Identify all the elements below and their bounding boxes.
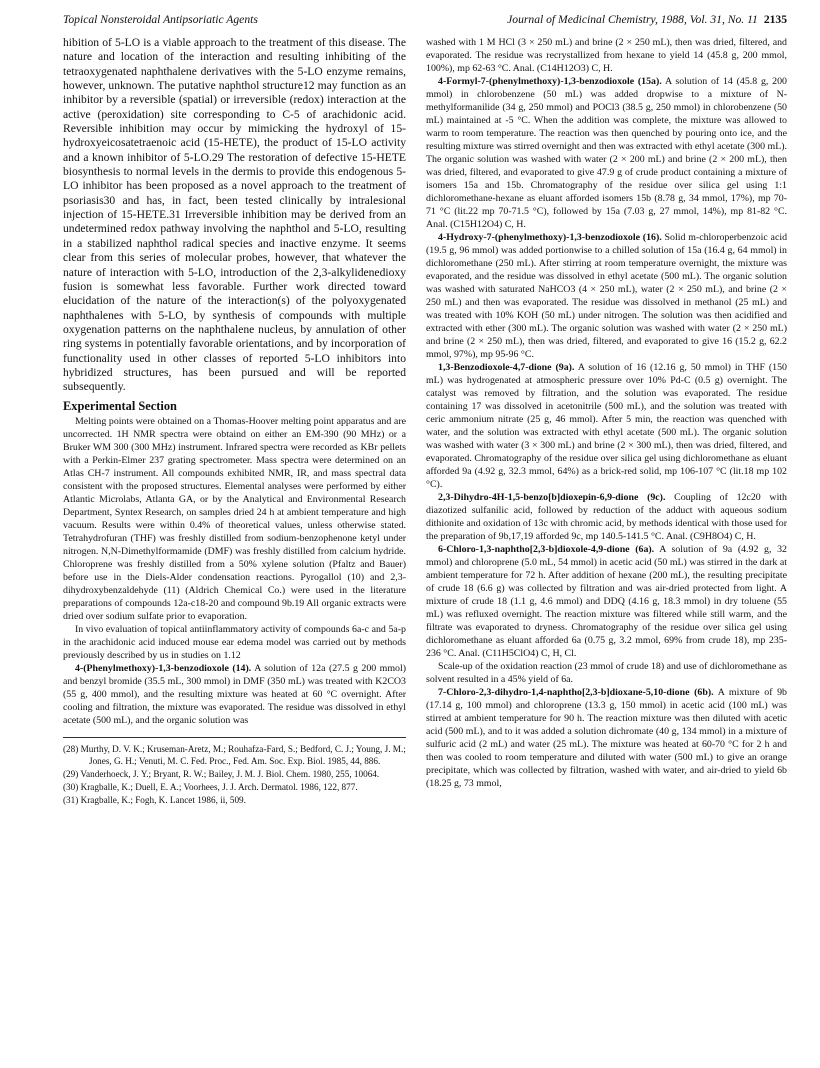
compound-6a-title: 6-Chloro-1,3-naphtho[2,3-b]dioxole-4,9-dione (6a). [438, 544, 655, 555]
methods-paragraph: Melting points were obtained on a Thomas-Hoover melting point apparatus and are uncorrected. 1H NMR spectra were obtaind on either an EM-390 (90 MHz) or a Bruker WM 300 (300 MHz) instrument. Infrared spectra were recorded as KBr pellets with a Perkin-Elmer 237 grating spectrometer. Mass spectra were determined on an Atlas CH-7 instrument. All compounds exhibited NMR, IR, and mass spectral data consistent with the proposed structures. Elemental analyses were performed by either Atlantic Microlabs, Atlanta GA, or by the Analytical and Environmental Research Department, Syntex Research, on samples dried 24 h at ambient temperature and high vacuum. Results were within 0.4% of theoretical values, unless otherwise stated. Tetrahydrofuran (THF) was freshly distilled from sodium-benzophenone ketyl under nitrogen. N,N-Dimethylformamide (DMF) was freshly distilled from calcium hydride. Chloroprene was freshly distilled from a 50% xylene solution (Pfaltz and Bauer) before use in the Diels-Alder condensation reactions. Pyrogallol (10) and 2,3-dihydroxybenzaldehyde (11) (Aldrich Chemical Co.) were used in the literature preparations of compounds 12a-c18-20 and compound 9b.19 All organic extracts were dried over sodium sulfate prior to evaporation. [63, 416, 406, 622]
compound-9c-title: 2,3-Dihydro-4H-1,5-benzo[b]dioxepin-6,9-dione (9c). [438, 492, 666, 503]
compound-9a-text: A solution of 16 (12.16 g, 50 mmol) in THF (150 mL) was hydrogenated at atmospheric pressure over 10% Pd-C (0.5 g) overnight. The catalyst was removed by filtration, and the solution was evaporated. The residue containing 17 was dissolved in acetonitrile (500 mL), and the solution was treated with ceric ammonium nitrate (25 g, 46 mmol). After 5 min, the reaction was quenched with water, and the solution was extracted with ethyl acetate (500 mL). The organic solution was washed with water (3 × 300 mL) and brine (2 × 300 mL), then was dried, filtered, and evaporated. Chromatography of the residue over silica gel using dichloromethane as eluant afforded 9a (4.92 g, 32.3 mmol, 64%) as a brick-red solid, mp 106-107 °C (lit.18 mp 102 °C). [426, 362, 787, 490]
journal-name: Journal of Medicinal Chemistry, 1988, Vol. 31, No. 11 [507, 13, 758, 26]
footnote-references [63, 737, 406, 807]
page-number: 2135 [763, 13, 787, 26]
reference-31: (31) Kragballe, K.; Fogh, K. Lancet 1986, ii, 509. [63, 794, 246, 805]
compound-15a-title: 4-Formyl-7-(phenylmethoxy)-1,3-benzodioxole (15a). [438, 76, 662, 87]
section-heading: Experimental Section [63, 398, 177, 413]
reference-29: (29) Vanderhoeck, J. Y.; Bryant, R. W.; Bailey, J. M. J. Biol. Chem. 1980, 255, 10064. [63, 768, 380, 779]
journal-citation [507, 13, 787, 26]
compound-14-continued: washed with 1 M HCl (3 × 250 mL) and brine (2 × 250 mL), then was dried, filtered, and evaporated. The residue was recrystallized from hexane to yield 14 (45.8 g, 200 mmol, 100%), mp 62-63 °C. Anal. (C14H12O3) C, H. [426, 37, 787, 74]
running-title: Topical Nonsteroidal Antipsoriatic Agents [63, 13, 258, 26]
compound-6b-title: 7-Chloro-2,3-dihydro-1,4-naphtho[2,3-b]dioxane-5,10-dione (6b). [438, 687, 714, 698]
reference-28: (28) Murthy, D. V. K.; Kruseman-Aretz, M.; Rouhafza-Fard, S.; Bedford, C. J.; Young, J. M.; Jones, G. H.; Venuti, M. C. Fed. Proc., Fed. Am. Soc. Exp. Biol. 1985, 44, 886. [63, 744, 406, 766]
compound-6a-text: A solution of 9a (4.92 g, 32 mmol) and chloroprene (5.0 mL, 54 mmol) in acetic acid (50 mL) was stirred in the dark at ambient temperature for 72 h. After addition of hexane (200 mL), the resulting precipitate of crude 18 (6.6 g) was collected by filtration and was air-dried protected from light. A mixture of crude 18 (1.1 g, 4.6 mmol) and DDQ (4.16 g, 18.3 mmol) in dry toluene (55 mL) was refluxed overnight. The reaction mixture was filtered while still warm, and the filtrate was evaporated to dryness. Chromatography of the residue over silica gel using dichloromethane as eluant afforded 6a (0.75 g, 3.2 mmol, 69% from crude 18), mp 235-236 °C. Anal. (C11H5ClO4) C, H, Cl. [426, 544, 787, 659]
compound-16-paragraph [426, 231, 787, 361]
compound-16-title: 4-Hydroxy-7-(phenylmethoxy)-1,3-benzodioxole (16). [438, 232, 662, 243]
compound-9a-title: 1,3-Benzodioxole-4,7-dione (9a). [438, 362, 575, 373]
compound-15a-text: A solution of 14 (45.8 g, 200 mmol) in chlorobenzene (50 mL) was added dropwise to a mixture of N-methylformanilide (34 g, 250 mmol) and POCl3 (38.5 g, 250 mmol) in chlorobenzene (50 mL) maintained at -5 °C. When the addition was complete, the mixture was allowed to warm to room temperature. The reaction was then quenched by pouring onto ice, and the resulting mixture was stirred overnight and then was extracted with ethyl acetate (300 mL). The organic solution was washed with water (2 × 200 mL) and brine (2 × 200 mL), then was dried, filtered, and evaporated to give 47.9 g of crude product containing a mixture of isomers 15a and 15b. Chromatography of the residue over silica gel using 1:1 dichloromethane-hexane as eluant afforded isomers 15b (8.78 g, 34 mmol, 17%), mp 70-71 °C (lit.22 mp 70-71.5 °C), followed by 15a (7.03 g, 27 mmol, 14%), mp 81-82 °C. Anal. (C15H12O4) C, H. [426, 76, 787, 230]
compound-9c-paragraph [426, 491, 787, 543]
compound-9c-text: Coupling of 12c20 with diazotized sulfanilic acid, followed by reduction of the adduct with aqueous sodium dithionite and oxidation of 13c with chromic acid, by methods identical with those used for the preparation of 9b,17,19 afforded 9c, mp 140.5-141.5 °C. Anal. (C9H8O4) C, H. [426, 492, 787, 542]
compound-14-paragraph [63, 662, 406, 727]
compound-14-text: A solution of 12a (27.5 g 200 mmol) and benzyl bromide (35.5 mL, 300 mmol) in DMF (350 mL) was treated with K2CO3 (55 g, 400 mmol), and the resulting mixture was heated at 60 °C overnight. After cooling and filtration, the mixture was evaporated. The residue was dissolved in ethyl acetate (500 mL), and the organic solution was [63, 663, 406, 726]
discussion-paragraph: hibition of 5-LO is a viable approach to the treatment of this disease. The nature and location of the interaction and resulting inhibiting of the tetraoxygenated naphthalene derivatives with the 5-LO enzyme remains, however, unknown. The putative naphthol structure12 may function as an inhibitor by a reversible (spatial) or irreversible (redox) interaction at the active (peroxidation) site corresponding to C-5 of arachidonic acid. Reversible inhibition may occur by mimicking the hydroxyl of 15-hydroxyeicosatetraenoic acid (15-HETE), the product of 15-LO activity and a known inhibitor of 5-LO.29 The restoration of defective 15-HETE biosynthesis to normal levels in the dermis to provide this endogenous 5-LO inhibitor has been proposed as a novel approach to the treatment of psoriasis30 and has, in fact, been tested clinically by intralesional injection of 15-HETE.31 Irreversible inhibition may be derived from an undetermined redox pathway involving the naphthol and 5-LO, resulting in a stabilized naphthol radical species and inactive enzyme. It seems clear from this series of molecular probes, however, that whatever the nature of interaction with 5-LO, introduction of the 2,3-alkylidenedioxy fusion is somewhat less favorable. Further work directed toward elucidation of the nature of the interaction(s) of the polyoxygenated naphthalenes with 5-LO, by synthesis of compounds with multiple oxygenation patterns on the naphthalene nucleus, by annulation of other ring systems in potentially favorable orientations, and by incorporation of functionality used in other classes of reported 5-LO inhibitors into hybridized structures, has been pursued and will be reported subsequently. [63, 36, 406, 394]
invivo-paragraph: In vivo evaluation of topical antiinflammatory activity of compounds 6a-c and 5a-p in the arachidonic acid induced mouse ear edema model was carried out by methods previously described by us in studies on 1.12 [63, 624, 406, 661]
compound-6b-paragraph [426, 686, 787, 790]
reference-30: (30) Kragballe, K.; Duell, E. A.; Voorhees, J. J. Arch. Dermatol. 1986, 122, 877. [63, 781, 358, 792]
left-column [63, 36, 406, 808]
compound-14-title: 4-(Phenylmethoxy)-1,3-benzodioxole (14). [75, 663, 252, 674]
compound-15a-paragraph [426, 75, 787, 231]
right-column [426, 36, 787, 790]
scaleup-paragraph: Scale-up of the oxidation reaction (23 mmol of crude 18) and use of dichloromethane as solvent resulted in a 45% yield of 6a. [426, 661, 787, 685]
compound-6a-paragraph [426, 543, 787, 660]
compound-6b-text: A mixture of 9b (17.14 g, 100 mmol) and chloroprene (13.3 g, 150 mmol) in acetic acid (100 mL) was stirred at ambient temperature for 90 h. The reaction mixture was then diluted with acetic acid (500 mL), and to it was added a solution dichromate (40 g, 134 mmol) in a mixture of sulfuric acid (2 mL) and water (25 mL). The mixture was heated at 60-70 °C for 2 h and then was cooled to room temperature and diluted with water (500 mL) to give an orange precipitate, which was collected by filtration, washed with water, and air-dried to yield 6b (18.25 g, 73 mmol, [426, 687, 787, 789]
compound-9a-paragraph [426, 361, 787, 491]
compound-16-text: Solid m-chloroperbenzoic acid (19.5 g, 96 mmol) was added portionwise to a chilled solution of 15a (16.4 g, 64 mmol) in dichloromethane (250 mL). After stirring at room temperature overnight, the mixture was evaporated, and the residue was dissolved in ethyl acetate (500 mL). The organic solution was washed with saturated NaHCO3 (4 × 250 mL), water (2 × 250 mL), and brine (2 × 250 mL) and then was evaporated. The residue was dissolved in methanol (25 mL) and was treated with 10% KOH (50 mL) under nitrogen. The solution was then acidified and extracted with ether (300 mL). The organic solution was washed with water (2 × 250 mL) and brine (2 × 250 mL), then was dried, filtered, and evaporated to give 16 (15.2 g, 62.2 mmol, 97%), mp 95-96 °C. [426, 232, 788, 360]
running-header [63, 13, 787, 29]
